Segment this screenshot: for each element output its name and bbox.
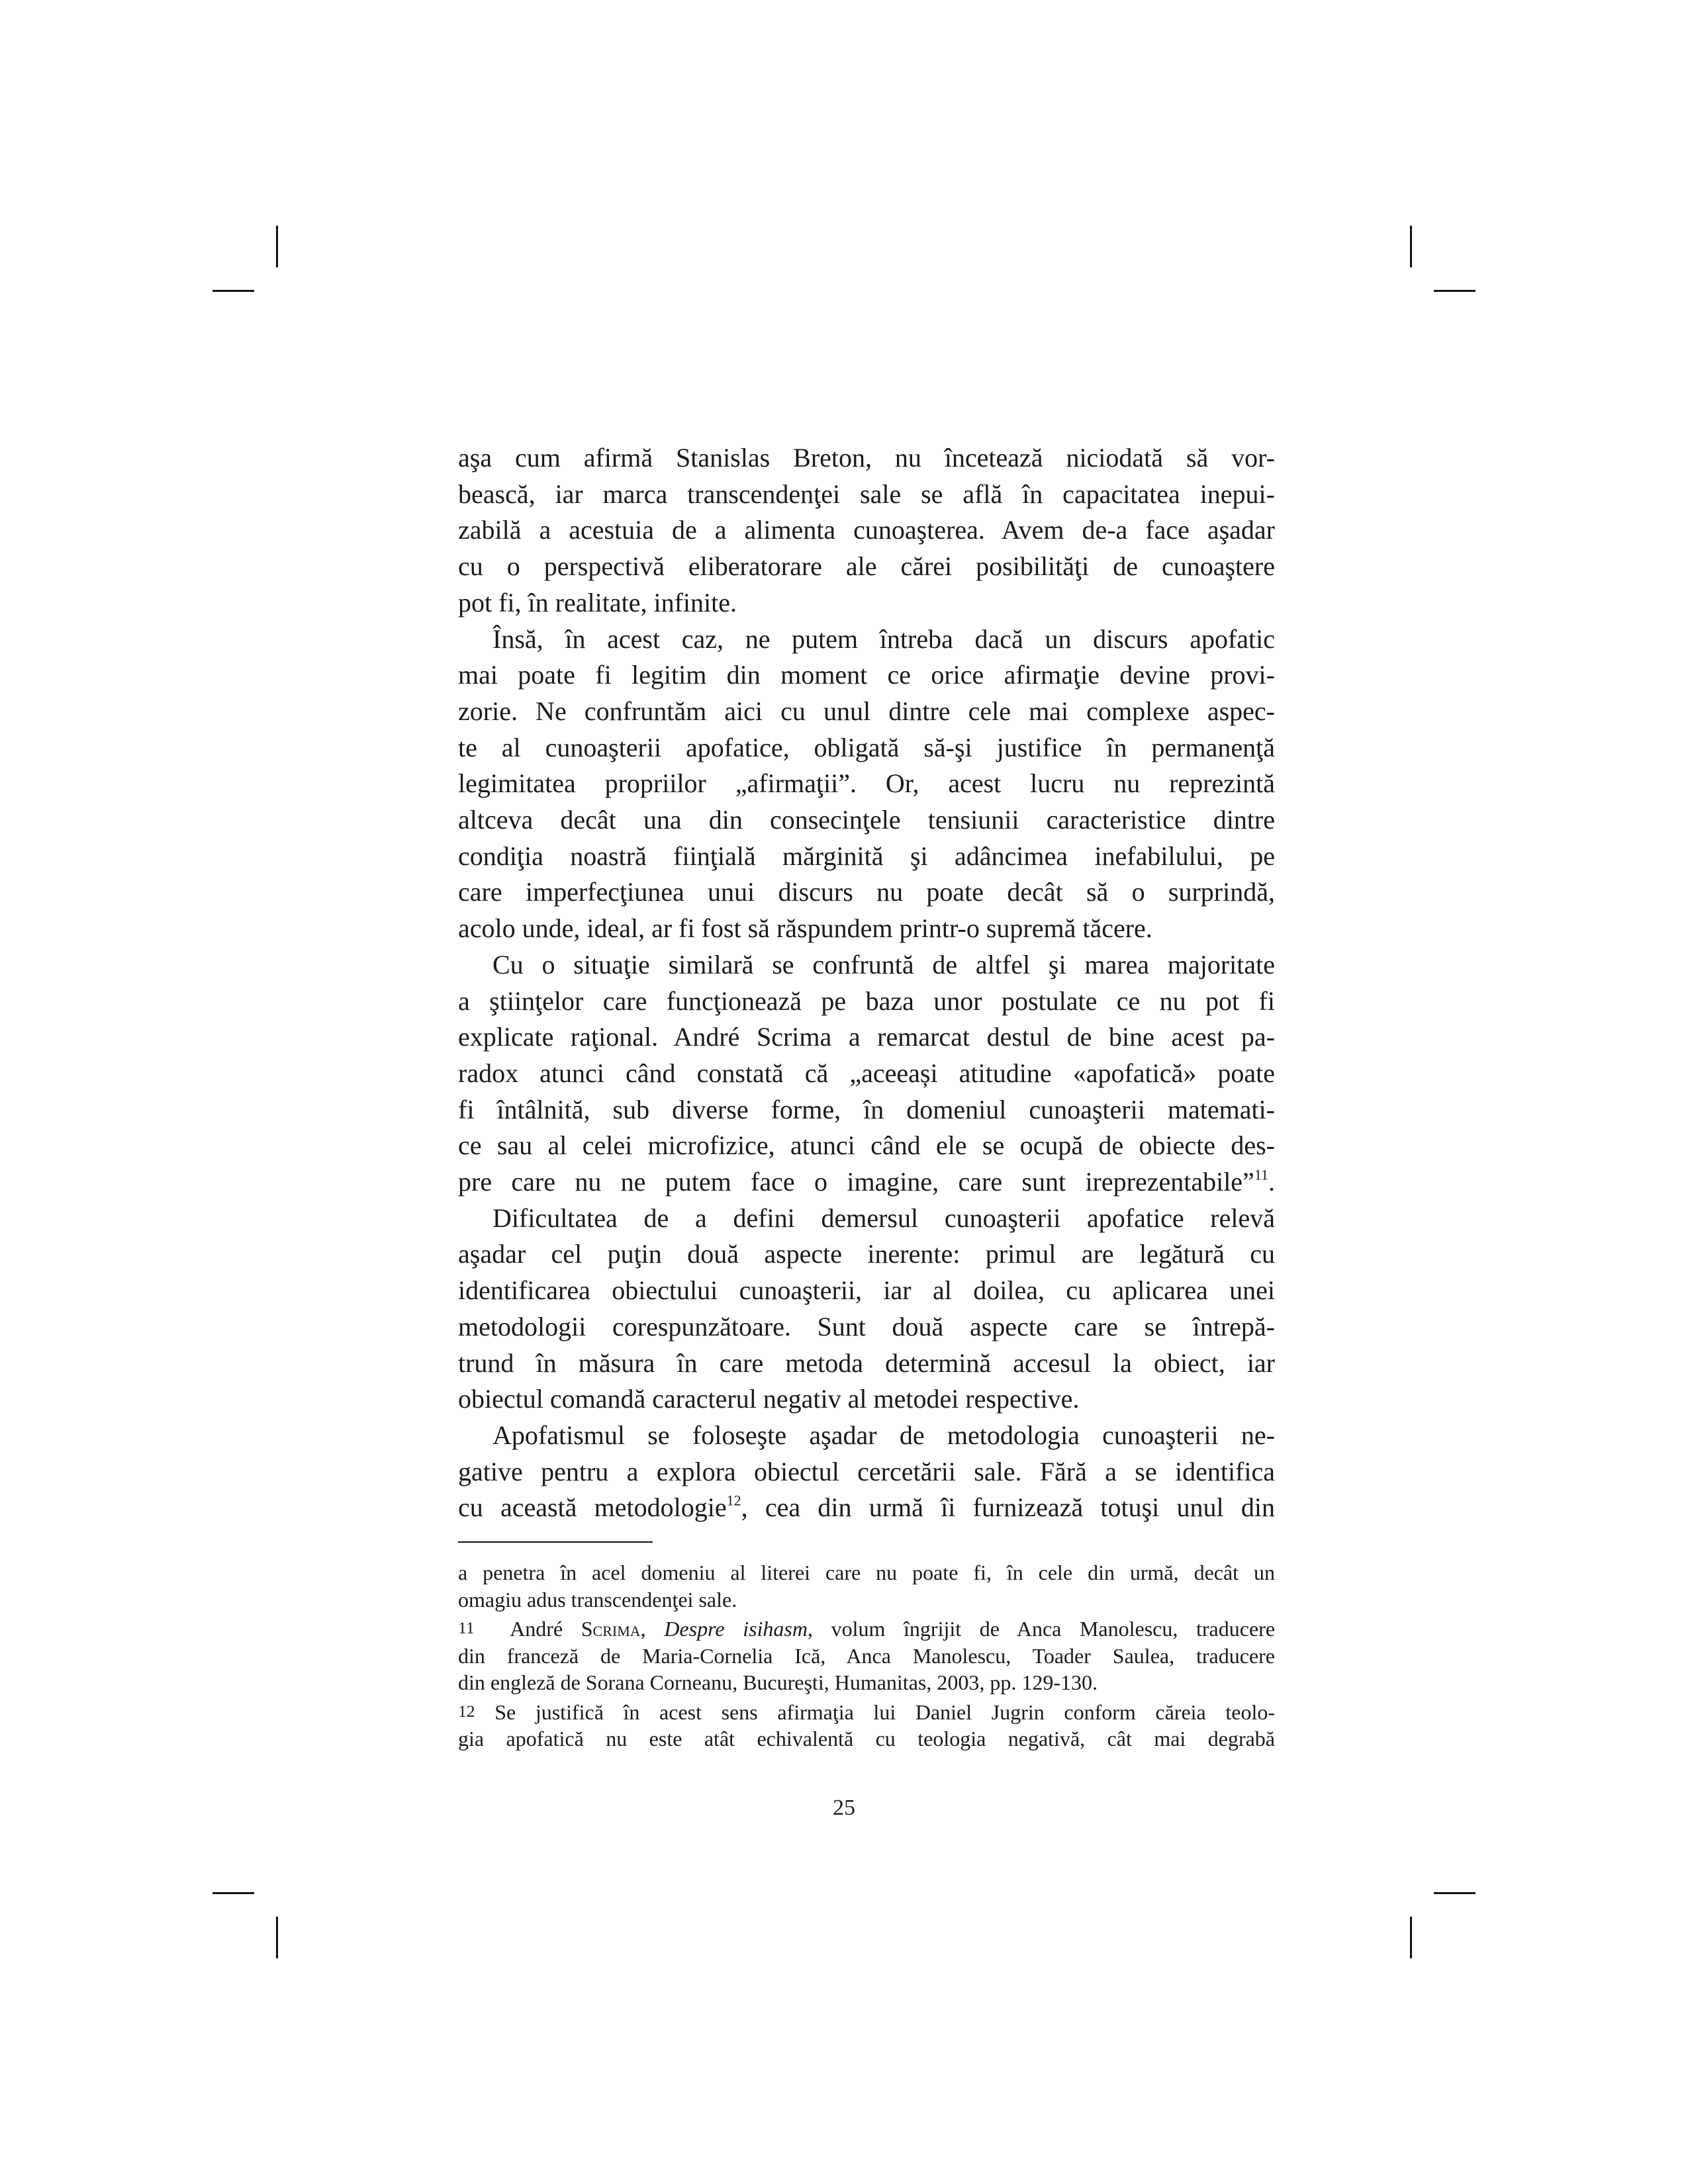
text-line	[458, 1309, 1275, 1345]
text-segment: Despre isihasm	[664, 1617, 808, 1641]
text-line	[458, 983, 1275, 1020]
text-segment: explicate raţional. André Scrima a remarcat destul de bine acest pa-	[458, 1022, 1275, 1052]
text-line	[458, 1201, 1275, 1237]
text-segment: te al cunoaşterii apofatice, obligată să-şi justifice în permanenţă	[458, 732, 1275, 762]
text-line	[458, 1418, 1275, 1454]
text-line	[458, 1128, 1275, 1164]
body-text	[458, 440, 1275, 1526]
text-segment: obiectul comandă caracterul negativ al metodei respective.	[458, 1384, 1080, 1414]
text-line	[458, 1615, 1275, 1643]
text-segment: omagiu adus transcendenţei sale.	[458, 1587, 737, 1612]
text-segment: identificarea obiectului cunoaşterii, iar al doilea, cu aplicarea unei	[458, 1275, 1275, 1306]
text-segment: ,	[640, 1617, 665, 1641]
footnote-reference: 12	[726, 1492, 741, 1509]
footnote	[458, 1559, 1275, 1613]
footnotes	[458, 1559, 1275, 1755]
text-segment: legimitatea propriilor „afirmaţii”. Or, acest lucru nu reprezintă	[458, 768, 1275, 799]
text-segment: altceva decât una din consecinţele tensiunii caracteristice dintre	[458, 805, 1275, 835]
text-line	[458, 621, 1275, 658]
text-segment: André	[474, 1617, 581, 1641]
crop-mark-top-left-horizontal	[212, 290, 254, 292]
text-line	[458, 1669, 1275, 1696]
crop-mark-top-left-vertical	[276, 226, 278, 267]
text-line	[458, 1236, 1275, 1273]
text-segment: care imperfecţiunea unui discurs nu poate decât să o surprindă,	[458, 877, 1275, 907]
text-segment: acolo unde, ideal, ar fi fost să răspundem printr-o supremă tăcere.	[458, 913, 1152, 944]
text-segment: radox atunci când constată că „aceeași atitudine «apofatică» poate	[458, 1058, 1275, 1088]
text-line	[458, 911, 1275, 947]
text-line	[458, 440, 1275, 477]
text-segment: mai poate fi legitim din moment ce orice afirmaţie devine provi-	[458, 660, 1275, 690]
text-segment: a penetra în acel domeniu al literei care nu poate fi, în cele din urmă, decât un	[458, 1561, 1275, 1584]
crop-mark-top-right-vertical	[1410, 226, 1412, 267]
text-line	[458, 730, 1275, 766]
text-line	[458, 1345, 1275, 1382]
text-segment: Se justifică în acest sens afirmaţia lui Daniel Jugrin conform căreia teolo-	[475, 1700, 1275, 1724]
text-line	[458, 1586, 1275, 1614]
text-segment: Însă, în acest caz, ne putem întreba dacă un discurs apofatic	[492, 623, 1275, 654]
text-segment: pot fi, în realitate, infinite.	[458, 587, 737, 617]
text-segment: bească, iar marca transcendenţei sale se află în capacitatea inepui-	[458, 478, 1275, 509]
text-segment: cu o perspectivă eliberatorare ale cărei posibilităţi de cunoaştere	[458, 551, 1275, 582]
text-segment: zabilă a acestuia de a alimenta cunoaşterea. Avem de-a face aşadar	[458, 515, 1275, 545]
text-line	[458, 1164, 1275, 1201]
text-segment: din engleză de Sorana Corneanu, Bucureşti, Humanitas, 2003, pp. 129-130.	[458, 1670, 1098, 1694]
text-line	[458, 1725, 1275, 1752]
text-segment: zorie. Ne confruntăm aici cu unul dintre cele mai complexe aspec-	[458, 696, 1275, 726]
text-line	[458, 947, 1275, 983]
crop-mark-bottom-left-horizontal	[212, 1892, 254, 1894]
crop-mark-bottom-right-horizontal	[1434, 1892, 1476, 1894]
crop-mark-bottom-right-vertical	[1410, 1917, 1412, 1958]
text-segment: a ştiinţelor care funcţionează pe baza unor postulate ce nu pot fi	[458, 985, 1275, 1016]
text-segment: Scrima	[581, 1617, 641, 1641]
text-segment: cu această metodologie	[458, 1492, 727, 1523]
text-segment: .	[1268, 1167, 1275, 1197]
text-line	[458, 1056, 1275, 1092]
text-line	[458, 1381, 1275, 1418]
text-segment: gia apofatică nu este atât echivalentă cu teologia negativă, cât mai degrabă	[458, 1727, 1275, 1751]
text-line	[458, 1643, 1275, 1670]
text-line	[458, 657, 1275, 694]
text-segment: trund în măsura în care metoda determină accesul la obiect, iar	[458, 1347, 1275, 1378]
text-line	[458, 549, 1275, 585]
footnote-reference: 11	[1254, 1166, 1268, 1183]
text-segment: din franceză de Maria-Cornelia Ică, Anca Manolescu, Toader Saulea, traducere	[458, 1643, 1275, 1668]
footnote-reference: 11	[458, 1618, 475, 1638]
crop-mark-bottom-left-vertical	[276, 1917, 278, 1958]
text-line	[458, 512, 1275, 549]
text-line	[458, 585, 1275, 621]
page-number: 25	[833, 1796, 855, 1820]
text-segment: aşa cum afirmă Stanislas Breton, nu încetează niciodată să vor-	[458, 443, 1275, 473]
text-segment: , cea din urmă îi furnizează totuşi unul din	[741, 1492, 1275, 1523]
footnote-separator	[458, 1541, 653, 1543]
text-line	[458, 1559, 1275, 1586]
text-segment: ce sau al celei microfizice, atunci când ele se ocupă de obiecte des-	[458, 1130, 1275, 1161]
text-line	[458, 839, 1275, 875]
text-segment: , volum îngrijit de Anca Manolescu, traducere	[807, 1617, 1276, 1641]
footnote-reference: 12	[458, 1701, 475, 1721]
text-line	[458, 477, 1275, 513]
text-segment: pre care nu ne putem face o imagine, care sunt ireprezentabile”	[458, 1167, 1254, 1197]
text-segment: Dificultatea de a defini demersul cunoaşterii apofatice relevă	[492, 1203, 1275, 1233]
text-line	[458, 1273, 1275, 1309]
text-line	[458, 1092, 1275, 1128]
text-line	[458, 694, 1275, 730]
text-segment: fi întâlnită, sub diverse forme, în domeniul cunoaşterii matemati-	[458, 1094, 1275, 1124]
text-line	[458, 874, 1275, 911]
footnote	[458, 1615, 1275, 1696]
text-segment: gative pentru a explora obiectul cercetării sale. Fără a se identifica	[458, 1456, 1275, 1486]
text-line	[458, 1019, 1275, 1056]
text-segment: aşadar cel puţin două aspecte inerente: primul are legătură cu	[458, 1239, 1275, 1269]
text-segment: condiţia noastră fiinţială mărginită şi adâncimea inefabilului, pe	[458, 841, 1275, 871]
text-line	[458, 802, 1275, 839]
text-line	[458, 766, 1275, 802]
text-line	[458, 1699, 1275, 1726]
text-segment: metodologii corespunzătoare. Sunt două aspecte care se întrepă-	[458, 1311, 1275, 1342]
footnote	[458, 1699, 1275, 1752]
text-segment: Cu o situaţie similară se confruntă de altfel şi marea majoritate	[492, 949, 1275, 979]
text-segment: Apofatismul se foloseşte aşadar de metodologia cunoaşterii ne-	[492, 1420, 1275, 1450]
text-line	[458, 1454, 1275, 1490]
text-line	[458, 1490, 1275, 1526]
crop-mark-top-right-horizontal	[1434, 290, 1476, 292]
